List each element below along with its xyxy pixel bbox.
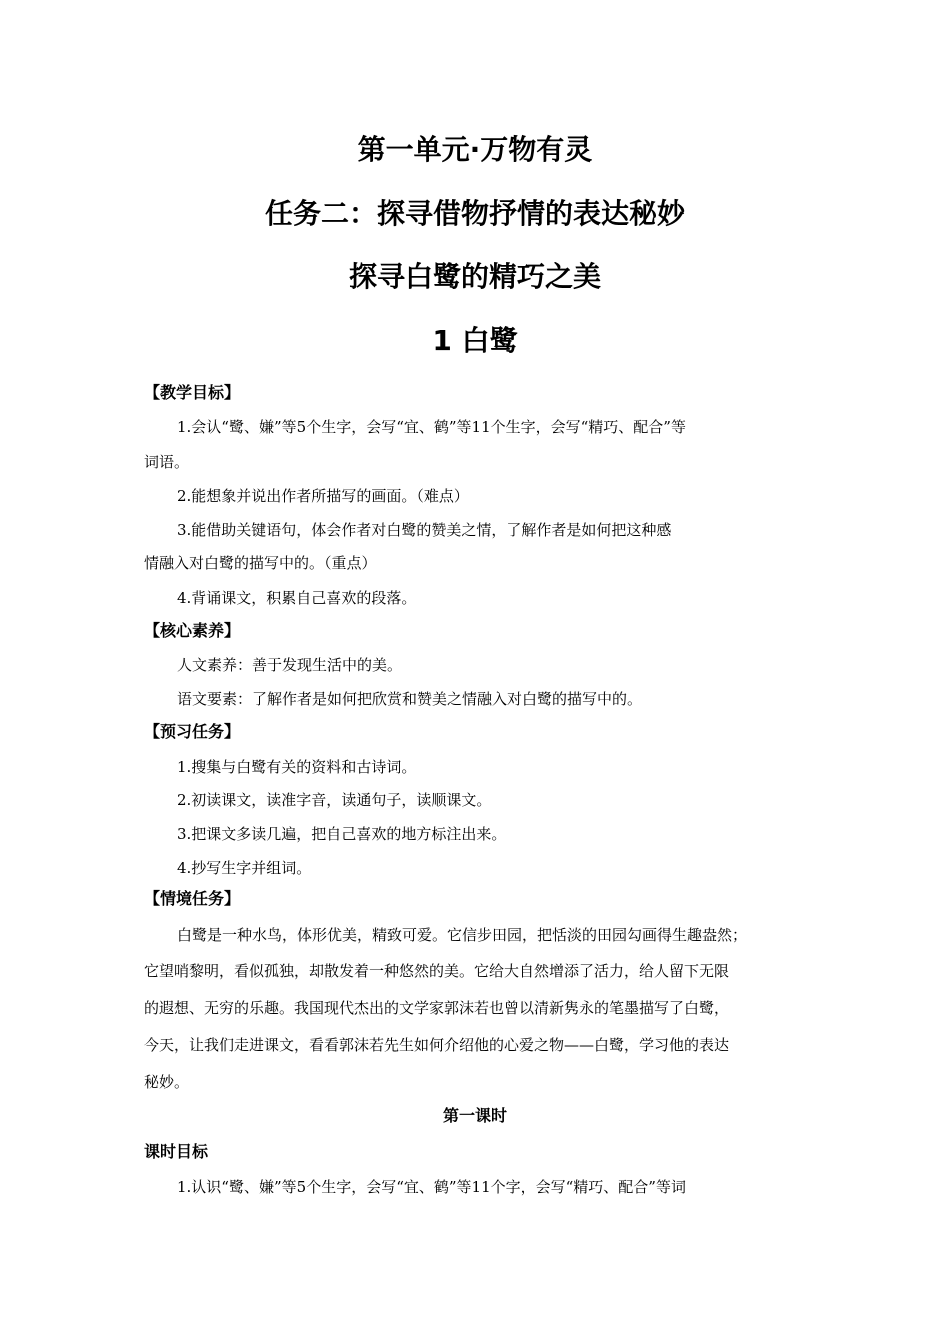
literacy-item-1: 人文素养：善于发现生活中的美。: [177, 656, 403, 674]
objectives-heading: 【教学目标】: [144, 383, 241, 402]
objective-2: 2.能想象并说出作者所描写的画面。（难点）: [177, 487, 469, 505]
situation-line-5: 秘妙。: [144, 1073, 190, 1091]
objective-3-line-a: 3.能借助关键语句，体会作者对白鹭的赞美之情，了解作者是如何把这种感: [177, 521, 672, 539]
situation-heading: 【情境任务】: [144, 889, 241, 908]
class-1-title: 第一课时: [442, 1106, 507, 1125]
preview-heading: 【预习任务】: [144, 722, 241, 741]
situation-line-3: 的遐想、无穷的乐趣。我国现代杰出的文学家郭沫若也曾以清新隽永的笔墨描写了白鹭，: [144, 999, 730, 1017]
situation-line-2: 它望哨黎明，看似孤独，却散发着一种悠然的美。它给大自然增添了活力，给人留下无限: [144, 962, 730, 980]
preview-item-4: 4.抄写生字并组词。: [177, 859, 312, 877]
preview-item-1: 1.搜集与白鹭有关的资料和古诗词。: [177, 758, 417, 776]
lesson-title: 1 白鹭: [432, 324, 518, 357]
literacy-item-2: 语文要素：了解作者是如何把欣赏和赞美之情融入对白鹭的描写中的。: [177, 690, 643, 708]
objective-1-line-b: 词语。: [144, 453, 190, 471]
situation-line-4: 今天，让我们走进课文，看看郭沫若先生如何介绍他的心爱之物——白鹭，学习他的表达: [144, 1036, 730, 1054]
preview-item-2: 2.初读课文，读准字音，读通句子，读顺课文。: [177, 791, 492, 809]
topic-title: 探寻白鹭的精巧之美: [348, 260, 601, 293]
unit-title: 第一单元·万物有灵: [357, 133, 593, 166]
literacy-heading: 【核心素养】: [144, 621, 241, 640]
objective-1-line-a: 1.会认“鹭、嫌”等5个生字，会写“宜、鹤”等11个生字，会写“精巧、配合”等: [177, 418, 686, 436]
class-goals-heading: 课时目标: [144, 1142, 209, 1161]
objective-3-line-b: 情融入对白鹭的描写中的。（重点）: [144, 554, 377, 572]
task-title: 任务二：探寻借物抒情的表达秘妙: [264, 197, 685, 230]
situation-line-1: 白鹭是一种水鸟，体形优美，精致可爱。它信步田园，把恬淡的田园勾画得生趣盎然；: [177, 926, 748, 944]
objective-4: 4.背诵课文，积累自己喜欢的段落。: [177, 589, 417, 607]
preview-item-3: 3.把课文多读几遍，把自己喜欢的地方标注出来。: [177, 825, 507, 843]
class-goal-1: 1.认识“鹭、嫌”等5个生字，会写“宜、鹤”等11个字，会写“精巧、配合”等词: [177, 1178, 686, 1196]
